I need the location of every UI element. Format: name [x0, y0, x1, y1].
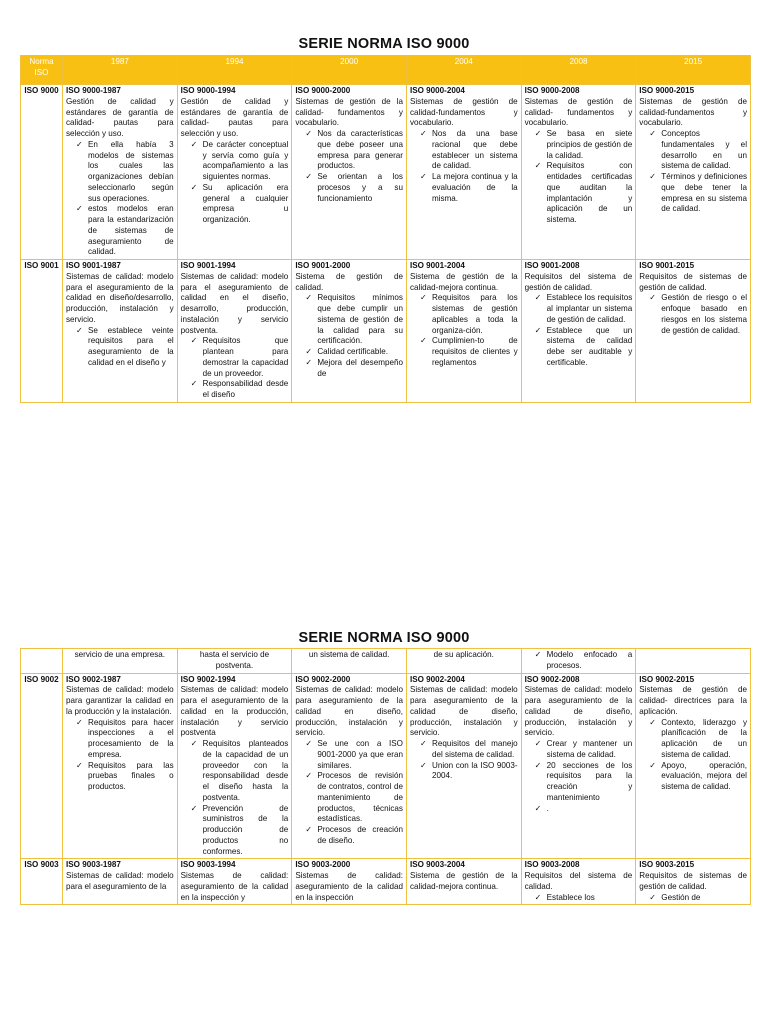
standard-code: ISO 9000-2015	[639, 86, 695, 95]
standard-code: ISO 9001-1987	[66, 261, 121, 270]
standard-code: ISO 9000-2004	[409, 86, 465, 95]
checklist-item: ✓ Union con la ISO 9003-2004.	[432, 761, 518, 783]
standard-description: Sistemas de calidad: modelo para garantizar la calidad en la producción y la instalación.	[66, 685, 174, 716]
checklist	[295, 739, 403, 847]
standard-code: ISO 9003-2015	[639, 860, 695, 870]
checklist-item: ✓ Requisitos planteados de la capacidad de un proveedor con la responsabilidad desde el diseño hasta la postventa.	[203, 739, 289, 804]
header-cell: 1987	[63, 56, 178, 85]
header-row	[21, 56, 751, 85]
standard-code: ISO 9001-2008	[524, 261, 580, 270]
cell	[292, 859, 407, 905]
checklist	[525, 650, 633, 672]
checklist	[525, 893, 633, 904]
standard-description: Sistemas de calidad: modelo para el aseguramiento de la calidad en diseño/desarrollo, producción, instalación y servicio.	[66, 271, 174, 324]
page-title: SERIE NORMA ISO 9000	[298, 36, 470, 52]
cell	[406, 649, 521, 674]
checklist	[66, 718, 174, 793]
row-label	[21, 649, 63, 674]
checklist-item: ✓ Requisitos con entidades certificadas que auditan la implantación y aplicación de un sistema.	[547, 161, 633, 226]
checklist-item: ✓ Responsabilidad desde el diseño	[203, 379, 289, 401]
header-cell: 2000	[292, 56, 407, 85]
standard-code: ISO 9003-2004	[409, 860, 465, 870]
iso-table-1	[20, 55, 751, 403]
checklist-item: ✓ Se basa en siete principios de gestión de la calidad.	[547, 129, 633, 161]
table-row	[21, 260, 751, 403]
continuation-row	[21, 649, 751, 674]
checklist	[639, 129, 747, 215]
standard-code: ISO 9001-1994	[180, 261, 236, 270]
cell	[177, 85, 292, 260]
cell	[292, 673, 407, 859]
checklist-item: ✓ Nos da características que debe poseer una empresa para generar productos.	[317, 129, 403, 172]
standard-description: Gestión de calidad y estándares de garantía de calidad- pautas para selección y uso.	[180, 96, 289, 138]
standard-code: ISO 9001-2015	[639, 261, 695, 270]
standard-description: Requisitos de sistemas de gestión de calidad.	[639, 271, 747, 292]
cell	[292, 649, 407, 674]
standard-code: ISO 9002-1987	[66, 674, 121, 684]
checklist-item: ✓ Establece los	[547, 893, 633, 904]
header-cell: Norma ISO	[21, 56, 63, 85]
standard-description: Gestión de calidad y estándares de garantía de calidad- pautas para selección y uso.	[66, 96, 174, 138]
cell	[63, 85, 178, 260]
checklist-item: ✓ Se orientan a los procesos y a su funcionamiento	[317, 172, 403, 204]
standard-description: Sistemas de calidad: modelo para el aseguramiento de calidad en el diseño, desarrollo, producción, instalación y servicio postventa.	[180, 271, 289, 335]
checklist-item: ✓ Procesos de creación de diseño.	[317, 825, 403, 847]
checklist	[295, 129, 403, 204]
cell	[521, 85, 636, 260]
standard-description: Sistemas de gestión de la calidad- fundamentos y vocabulario.	[295, 96, 403, 128]
checklist-item: ✓ Modelo enfocado a procesos.	[547, 650, 633, 672]
checklist-item: ✓ Nos da una base racional que debe establecer un sistema de calidad.	[432, 129, 518, 172]
standard-description: Sistemas de gestión de calidad-fundamentos y vocabulario.	[639, 96, 747, 128]
cell	[636, 85, 751, 260]
cell	[177, 649, 292, 674]
checklist	[525, 739, 633, 814]
checklist-item: ✓ Requisitos que plantean para demostrar la capacidad de un proveedor.	[203, 336, 289, 379]
standard-code: ISO 9000-2008	[524, 86, 580, 95]
table-row	[21, 859, 751, 905]
cell	[406, 260, 521, 403]
standard-description: Sistemas de calidad: modelo para aseguramiento de la calidad en diseño, producción, instalación y servicio.	[295, 685, 403, 738]
checklist-item: ✓ De carácter conceptual y servía como guía y acompañamiento a las siguientes normas.	[203, 140, 289, 183]
checklist-item: ✓ Se establece veinte requisitos para el aseguramiento de la calidad en el diseño y	[88, 326, 174, 369]
checklist-item: ✓ Prevención de suministros de la producción de productos no conformes.	[203, 804, 289, 858]
checklist-item: ✓ Requisitos para hacer inspecciones a el procesamiento de la empresa.	[88, 718, 174, 761]
standard-description: Requisitos del sistema de gestión de calidad.	[524, 271, 633, 292]
header-cell: 2008	[521, 56, 636, 85]
checklist-item: ✓ En ella había 3 modelos de sistemas los cuales las organizaciones debían seleccionarlo según sus operaciones.	[88, 140, 174, 205]
checklist-item: ✓ Calidad certificable.	[317, 347, 403, 358]
standard-description: Sistema de gestión de la calidad-mejora continua.	[409, 271, 518, 292]
cell	[636, 649, 751, 674]
checklist-item: ✓ Cumplimien-to de requisitos de clientes y reglamentos	[432, 336, 518, 368]
row-label: ISO 9001	[21, 260, 63, 403]
checklist-item: ✓ Gestión de riesgo o el enfoque basado en riesgos en los sistema de gestión de calidad.	[661, 293, 747, 336]
checklist	[181, 336, 289, 401]
checklist-item: ✓ Procesos de revisión de contratos, control de mantenimiento de productos, técnicas estadísticas.	[317, 771, 403, 825]
checklist-item: ✓ Crear y mantener un sistema de calidad.	[547, 739, 633, 761]
cell	[521, 673, 636, 859]
checklist-item: ✓ .	[547, 804, 633, 815]
checklist	[639, 293, 747, 336]
checklist-item: ✓ La mejora continua y la evaluación de la misma.	[432, 172, 518, 204]
standard-code: ISO 9000-2000	[295, 86, 351, 95]
standard-code: ISO 9003-2000	[295, 860, 351, 870]
standard-code: ISO 9002-2015	[639, 674, 695, 684]
checklist	[639, 718, 747, 793]
cell	[63, 649, 178, 674]
row-label: ISO 9002	[21, 673, 63, 859]
cell	[406, 673, 521, 859]
cell	[177, 859, 292, 905]
continued-text: de su aplicación.	[433, 650, 494, 659]
iso-table-2	[20, 648, 751, 905]
cell	[636, 673, 751, 859]
checklist	[639, 893, 747, 904]
cell	[63, 260, 178, 403]
cell	[292, 260, 407, 403]
table-row	[21, 85, 751, 260]
checklist-item: ✓ Su aplicación era general a cualquier empresa u organización.	[203, 183, 289, 226]
checklist-item: ✓ Conceptos fundamentales y el desarrollo en un sistema de calidad.	[661, 129, 747, 172]
checklist-item: ✓ Requisitos para las pruebas finales o productos.	[88, 761, 174, 793]
row-label: ISO 9000	[21, 85, 63, 260]
standard-code: ISO 9001-2004	[409, 261, 465, 270]
checklist	[525, 293, 633, 368]
cell	[177, 673, 292, 859]
continued-text: hasta el servicio de postventa.	[199, 650, 270, 670]
standard-description: Sistema de gestión de calidad.	[295, 271, 403, 292]
checklist-item: ✓ Establece que un sistema de calidad debe ser auditable y certificable.	[547, 326, 633, 369]
checklist-item: ✓ estos modelos eran para la estandarización de sistemas de aseguramiento de calidad.	[88, 204, 174, 258]
standard-description: Sistemas de gestión de calidad- fundamentos y vocabulario.	[524, 96, 633, 128]
standard-description: Sistemas de calidad: aseguramiento de la calidad en la inspección y	[180, 871, 289, 902]
header-cell: 2004	[406, 56, 521, 85]
cell	[63, 673, 178, 859]
cell	[636, 859, 751, 905]
standard-description: Sistemas de calidad: modelo para el aseguramiento de la	[66, 871, 174, 891]
standard-description: Sistemas de calidad: modelo para aseguramiento de la calidad de diseño, producción, instalación y servicio.	[524, 685, 633, 738]
checklist-item: ✓ Contexto, liderazgo y planificación de la aplicación de un sistema de calidad.	[661, 718, 747, 761]
page-title-2: SERIE NORMA ISO 9000	[298, 630, 470, 646]
standard-description: Requisitos del sistema de calidad.	[524, 871, 633, 891]
checklist	[410, 293, 518, 368]
continued-text: servicio de una empresa.	[74, 650, 166, 659]
checklist	[525, 129, 633, 226]
checklist-item: ✓ 20 secciones de los requisitos para la creación y mantenimiento	[547, 761, 633, 804]
checklist	[181, 140, 289, 226]
checklist-item: ✓ Requisitos del manejo del sistema de calidad.	[432, 739, 518, 761]
cell	[63, 859, 178, 905]
cell	[406, 859, 521, 905]
checklist	[410, 129, 518, 204]
cell	[406, 85, 521, 260]
cell	[521, 649, 636, 674]
checklist-item: ✓ Se une con a ISO 9001-2000 ya que eran similares.	[317, 739, 403, 771]
standard-description: Sistemas de gestión de calidad-fundamentos y vocabulario.	[409, 96, 518, 128]
checklist	[181, 739, 289, 857]
checklist	[66, 326, 174, 369]
checklist	[410, 739, 518, 782]
cell	[636, 260, 751, 403]
checklist-item: ✓ Mejora del desempeño de	[317, 358, 403, 380]
cell	[292, 85, 407, 260]
standard-code: ISO 9003-2008	[524, 860, 580, 870]
checklist-item: ✓ Términos y definiciones que debe tener la empresa en su sistema de calidad.	[661, 172, 747, 215]
standard-code: ISO 9002-1994	[180, 674, 236, 684]
standard-code: ISO 9003-1987	[66, 860, 121, 870]
cell	[521, 859, 636, 905]
checklist-item: ✓ Requisitos para los sistemas de gestión aplicables a toda la organiza-ción.	[432, 293, 518, 336]
row-label: ISO 9003	[21, 859, 63, 905]
continued-text: un sistema de calidad.	[308, 650, 390, 659]
standard-code: ISO 9000-1994	[180, 86, 236, 95]
checklist-item: ✓ Requisitos mínimos que debe cumplir un sistema de gestión de la calidad para su certificación.	[317, 293, 403, 347]
standard-code: ISO 9002-2008	[524, 674, 580, 684]
cell	[177, 260, 292, 403]
standard-description: Sistema de gestión de la calidad-mejora continua.	[409, 871, 518, 891]
standard-code: ISO 9002-2004	[409, 674, 465, 684]
standard-code: ISO 9001-2000	[295, 261, 351, 270]
header-cell: 1994	[177, 56, 292, 85]
checklist-item: ✓ Gestión de	[661, 893, 747, 904]
checklist-item: ✓ Establece los requisitos al implantar un sistema de gestión de calidad.	[547, 293, 633, 325]
standard-description: Sistemas de calidad: aseguramiento de la calidad en la inspección	[295, 871, 403, 902]
checklist-item: ✓ Apoyo, operación, evaluación, mejora del sistema de calidad.	[661, 761, 747, 793]
checklist	[295, 293, 403, 379]
standard-description: Requisitos de sistemas de gestión de calidad.	[639, 871, 747, 891]
standard-code: ISO 9000-1987	[66, 86, 121, 95]
table-row	[21, 673, 751, 859]
standard-description: Sistemas de calidad: modelo para aseguramiento de la calidad de diseño, producción, instalación y servicio.	[409, 685, 518, 738]
standard-description: Sistemas de calidad: modelo para el aseguramiento de la calidad en la producción, instalación y servicio postventa	[180, 685, 289, 738]
header-cell: 2015	[636, 56, 751, 85]
checklist	[66, 140, 174, 258]
standard-description: Sistemas de gestión de calidad- directrices para la aplicación.	[639, 685, 747, 716]
standard-code: ISO 9003-1994	[180, 860, 236, 870]
cell	[521, 260, 636, 403]
standard-code: ISO 9002-2000	[295, 674, 351, 684]
